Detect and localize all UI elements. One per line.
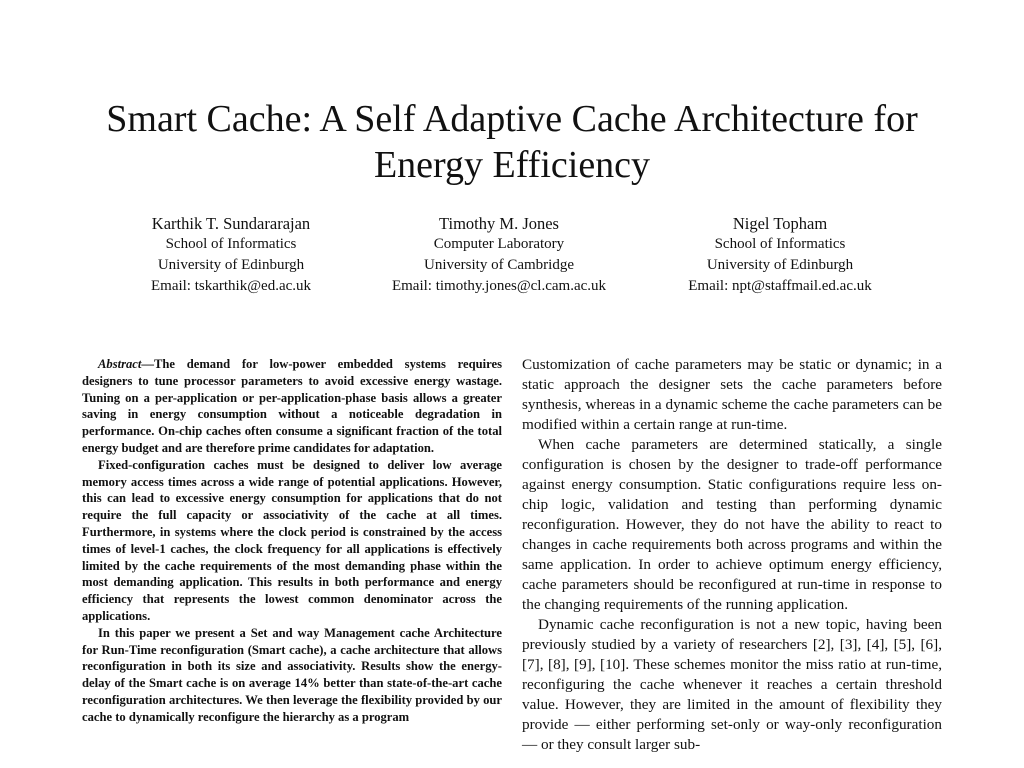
author-block bbox=[0, 213, 1024, 303]
paper-title: Smart Cache: A Self Adaptive Cache Architecture for Energy Efficiency bbox=[106, 98, 918, 186]
author-email: Email: npt@staffmail.ed.ac.uk bbox=[688, 278, 872, 294]
abstract-column bbox=[82, 356, 502, 726]
author-2 bbox=[349, 213, 649, 297]
author-name: Timothy M. Jones bbox=[439, 214, 559, 233]
author-department: School of Informatics bbox=[165, 236, 297, 252]
author-department: School of Informatics bbox=[714, 236, 846, 252]
author-email: Email: tskarthik@ed.ac.uk bbox=[150, 278, 312, 294]
abstract-heading: Abstract bbox=[98, 357, 142, 371]
author-institution: University of Edinburgh bbox=[706, 257, 854, 273]
body-paragraph-1: Customization of cache parameters may be static or dynamic; in a static approach the designer sets the cache parameters before synthesis, whereas in a dynamic scheme the cache parameters can be modified within a certain range at run-time. bbox=[522, 356, 942, 433]
abstract-paragraph-3: In this paper we present a Set and way Management cache Architecture for Run-Time reconfiguration (Smart cache), a cache architecture that allows reconfiguration in both its size and associativity. Results show the energy-delay of the Smart cache is on average 14% better than state-of-the-art cache reconfiguration architectures. We then leverage the flexibility provided by our cache to dynamically reconfigure the hierarchy as a program bbox=[82, 625, 502, 724]
author-institution: University of Cambridge bbox=[424, 257, 574, 273]
body-paragraph-3: Dynamic cache reconfiguration is not a new topic, having been previously studied by a variety of researchers [2], [3], [4], [5], [6], [7], [8], [9], [10]. These schemes monitor the miss ratio at run-time, reconfiguring the cache whenever it reaches a certain threshold value. However, they are limited in the amount of flexibility they provide — either performing set-only or way-only reconfiguration — or they consult larger sub- bbox=[522, 616, 942, 753]
author-3 bbox=[630, 213, 930, 297]
author-email: Email: timothy.jones@cl.cam.ac.uk bbox=[391, 278, 607, 294]
author-department: Computer Laboratory bbox=[433, 236, 565, 252]
author-name: Nigel Topham bbox=[732, 214, 828, 233]
body-column bbox=[522, 355, 942, 755]
author-1 bbox=[81, 213, 381, 297]
author-name: Karthik T. Sundararajan bbox=[151, 214, 311, 233]
abstract-paragraph-1 bbox=[82, 356, 502, 457]
author-institution: University of Edinburgh bbox=[157, 257, 305, 273]
body-paragraph-2: When cache parameters are determined statically, a single configuration is chosen by the designer to trade-off performance against energy consumption. Static configurations require less on-chip logic, validation and testing than performing dynamic reconfiguration. However, they do not have the ability to react to changes in cache requirements both across programs and within the same application. In order to achieve optimum energy efficiency, cache parameters should be reconfigured at run-time in response to the changing requirements of the running application. bbox=[522, 436, 942, 613]
abstract-text-1: —The demand for low-power embedded systems requires designers to tune processor parameters to avoid excessive energy wastage. Tuning on a per-application or per-application-phase basis allows a greater saving in energy consumption without a noticeable degradation in performance. On-chip caches often consume a significant fraction of the total energy budget and are therefore prime candidates for adaptation. bbox=[82, 357, 502, 455]
abstract-paragraph-2: Fixed-configuration caches must be designed to deliver low average memory access times across a wide range of potential applications. However, this can lead to excessive energy consumption for applications that do not require the full capacity or associativity of the cache at all times. Furthermore, in systems where the clock period is constrained by the access times of level-1 caches, the clock frequency for all applications is effectively limited by the cache requirements of the most demanding phase within the most demanding application. This results in both performance and energy efficiency that represents the lowest common denominator across the applications. bbox=[82, 457, 502, 623]
